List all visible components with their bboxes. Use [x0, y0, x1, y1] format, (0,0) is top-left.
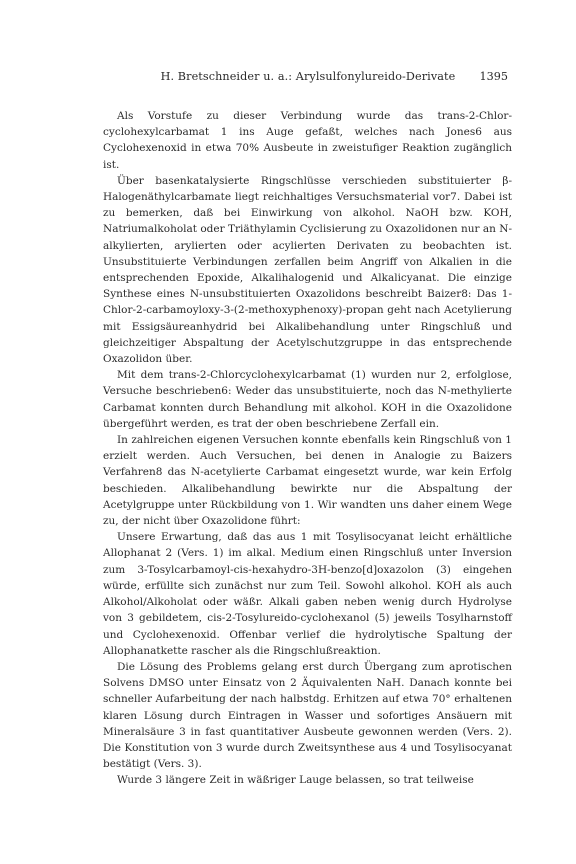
paragraph: Über basenkatalysierte Ringschlüsse verschieden substituierter β-Halogenäthylcarbamate liegt reichhaltiges Versuchsmaterial vor7. Dabei ist zu bemerken, daß bei Einwirkung von alkohol. NaOH bzw. KOH, Natriumalkoholat oder Triäthylamin Cyclisierung zu Oxazolidonen nur an N-alkylierten, arylierten oder acylierten Derivaten zu beobachten ist. Unsubstituierte Verbindungen zerfallen beim Angriff von Alkalien in die entsprechenden Epoxide, Alkalihalogenid und Alkalicyanat. Die einzige Synthese eines N-unsubstituierten Oxazolidons beschreibt Baizer8: Das 1-Chlor-2-carbamoyloxy-3-(2-methoxyphenoxy)-propan geht nach Acetylierung mit Essigsäureanhydrid bei Alkalibehandlung unter Ringschluß und gleichzeitiger Abspaltung der Acetylschutzgruppe in das entsprechende Oxazolidon über. [103, 174, 512, 366]
paragraph: Als Vorstufe zu dieser Verbindung wurde das trans-2-Chlor-cyclohexylcarbamat 1 ins Auge gefaßt, welches nach Jones6 aus Cyclohexenoxid in etwa 70% Ausbeute in zweistufiger Reaktion zugänglich ist. [103, 110, 512, 171]
running-header [108, 70, 508, 83]
body-text [103, 108, 512, 789]
paragraph: Die Lösung des Problems gelang erst durch Übergang zum aprotischen Solvens DMSO unter Einsatz von 2 Äquivalenten NaH. Danach konnte bei schneller Aufarbeitung der nach halbstdg. Erhitzen auf etwa 70° erhaltenen klaren Lösung durch Eintragen in Wasser und sofortiges Ansäuern mit Mineralsäure 3 in fast quantitativer Ausbeute gewonnen werden (Vers. 2). Die Konstitution von 3 wurde durch Zweitsynthese aus 4 und Tosylisocyanat bestätigt (Vers. 3). [103, 660, 512, 771]
paragraph: Unsere Erwartung, daß das aus 1 mit Tosylisocyanat leicht erhältliche Allophanat 2 (Vers. 1) im alkal. Medium einen Ringschluß unter Inversion zum 3-Tosylcarbamoyl-cis-hexahydro-3H-benzo[d]oxazolon (3) eingehen würde, erfüllte sich zunächst nur zum Teil. Sowohl alkohol. KOH als auch Alkohol/Alkoholat oder wäßr. Alkali gaben neben wenig durch Hydrolyse von 3 gebildetem, cis-2-Tosylureido-cyclohexanol (5) jeweils Tosylharnstoff und Cyclohexenoxid. Offenbar verlief die hydrolytische Spaltung der Allophanatkette rascher als die Ringschlußreaktion. [103, 531, 512, 657]
paragraph: Wurde 3 längere Zeit in wäßriger Lauge belassen, so trat teilweise [117, 774, 474, 787]
page-number: 1395 [479, 70, 508, 83]
running-title: H. Bretschneider u. a.: Arylsulfonylureido-Derivate [160, 70, 456, 83]
paragraph: Mit dem trans-2-Chlorcyclohexylcarbamat (1) wurden nur 2, erfolglose, Versuche beschrieben6: Weder das unsubstituierte, noch das N-methylierte Carbamat konnten durch Behandlung mit alkohol. KOH in die Oxazolidone übergeführt werden, es trat der oben beschriebene Zerfall ein. [103, 369, 512, 430]
paragraph: In zahlreichen eigenen Versuchen konnte ebenfalls kein Ringschluß von 1 erzielt werden. Auch Versuchen, bei denen in Analogie zu Baizers Verfahren8 das N-acetylierte Carbamat eingesetzt wurde, war kein Erfolg beschieden. Alkalibehandlung bewirkte nur die Abspaltung der Acetylgruppe unter Rückbildung von 1. Wir wandten uns daher einem Wege zu, der nicht über Oxazolidone führt: [103, 434, 512, 528]
